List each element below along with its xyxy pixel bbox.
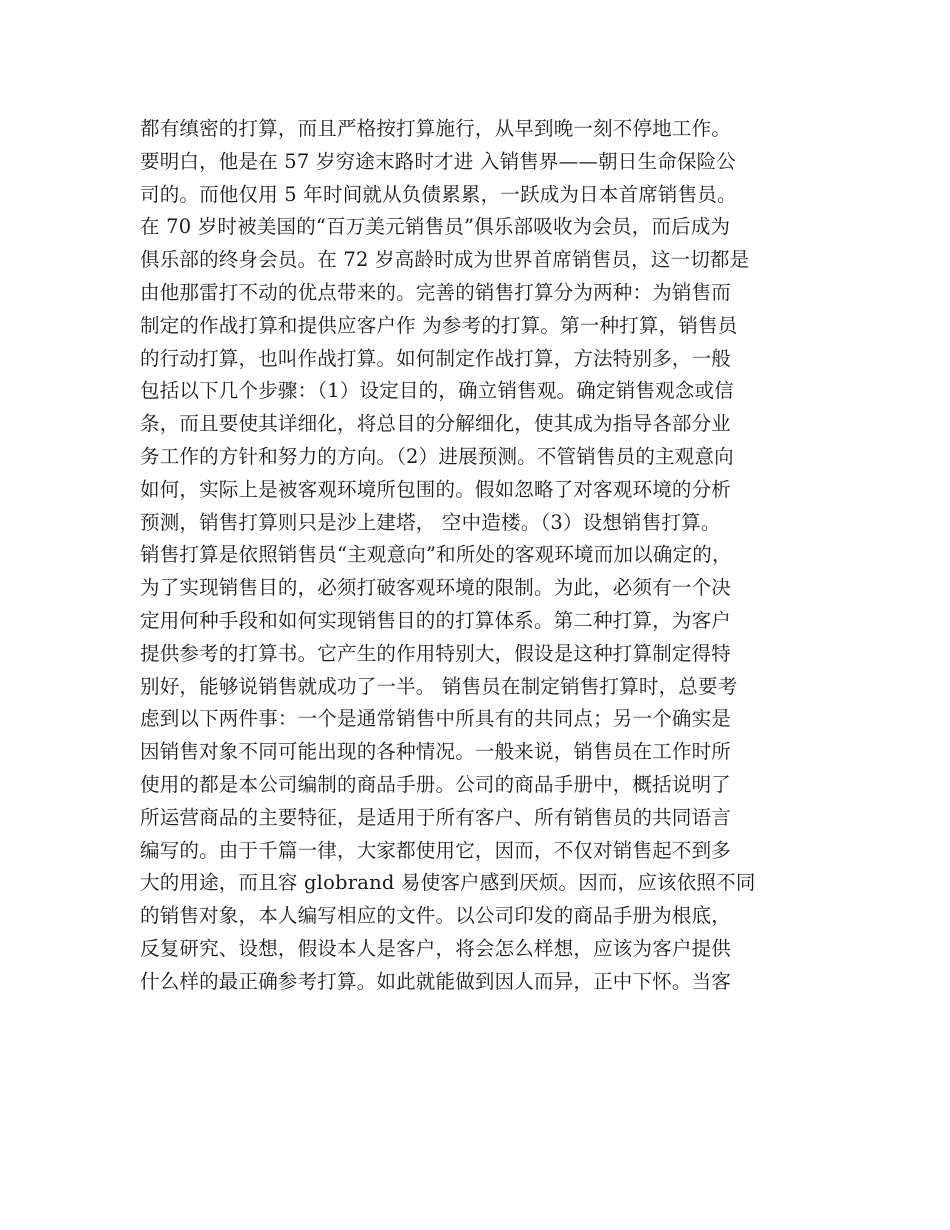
text-line: 编写的。由于千篇一律，大家都使用它，因而，不仅对销售起不到多 <box>140 838 732 862</box>
text-line: 使用的都是本公司编制的商品手册。公司的商品手册中，概括说明了 <box>140 772 732 796</box>
text-line: 务工作的方针和努力的方向。（2）进展预测。不管销售员的主观意向 <box>140 444 734 468</box>
text-line: 定用何种手段和如何实现销售目的的打算体系。第二种打算，为客户 <box>140 608 732 632</box>
text-line: 销售打算是依照销售员“主观意向”和所处的客观环境而加以确定的， <box>140 543 732 567</box>
text-line: 由他那雷打不动的优点带来的。完善的销售打算分为两种：为销售而 <box>140 280 732 304</box>
text-line: 大的用途，而且容 globrand 易使客户感到厌烦。因而，应该依照不同 <box>140 871 756 895</box>
text-line: 制定的作战打算和提供应客户作 为参考的打算。第一种打算，销售员 <box>140 313 738 337</box>
text-line: 都有缜密的打算，而且严格按打算施行，从早到晚一刻不停地工作。 <box>140 117 732 140</box>
text-line: 所运营商品的主要特征，是适用于所有客户、所有销售员的共同语言 <box>140 805 732 829</box>
body-text <box>140 113 830 999</box>
text-line: 司的。而他仅用 5 年时间就从负债累累，一跃成为日本首席销售员。 <box>140 182 737 206</box>
text-line: 的销售对象，本人编写相应的文件。以公司印发的商品手册为根底， <box>140 904 732 928</box>
text-line: 什么样的最正确参考打算。如此就能做到因人而异，正中下怀。当客 <box>140 969 732 993</box>
text-line: 虑到以下两件事：一个是通常销售中所具有的共同点；另一个确实是 <box>140 707 732 731</box>
text-line: 提供参考的打算书。它产生的作用特别大，假设是这种打算制定得特 <box>140 641 732 665</box>
text-line: 俱乐部的终身会员。在 72 岁高龄时成为世界首席销售员，这一切都是 <box>140 248 750 272</box>
text-line: 反复研究、设想，假设本人是客户，将会怎么样想，应该为客户提供 <box>140 936 732 960</box>
text-line: 的行动打算，也叫作战打算。如何制定作战打算，方法特别多，一般 <box>140 346 732 370</box>
text-line: 包括以下几个步骤：（1）设定目的，确立销售观。确定销售观念或信 <box>140 379 734 403</box>
text-line: 在 70 岁时被美国的“百万美元销售员”俱乐部吸收为会员，而后成为 <box>140 215 731 239</box>
text-line: 预测，销售打算则只是沙上建塔， 空中造楼。（3）设想销售打算。 <box>140 510 721 534</box>
text-line: 为了实现销售目的，必须打破客观环境的限制。为此，必须有一个决 <box>140 576 732 600</box>
text-line: 条，而且要使其详细化，将总目的分解细化，使其成为指导各部分业 <box>140 412 732 436</box>
text-line: 别好，能够说销售就成功了一半。 销售员在制定销售打算时，总要考 <box>140 674 738 698</box>
text-line: 因销售对象不同可能出现的各种情况。一般来说，销售员在工作时所 <box>140 740 732 764</box>
text-line: 如何，实际上是被客观环境所包围的。假如忽略了对客观环境的分析 <box>140 477 732 501</box>
text-line: 要明白，他是在 57 岁穷途末路时才进 入销售界——朝日生命保险公 <box>140 149 737 173</box>
